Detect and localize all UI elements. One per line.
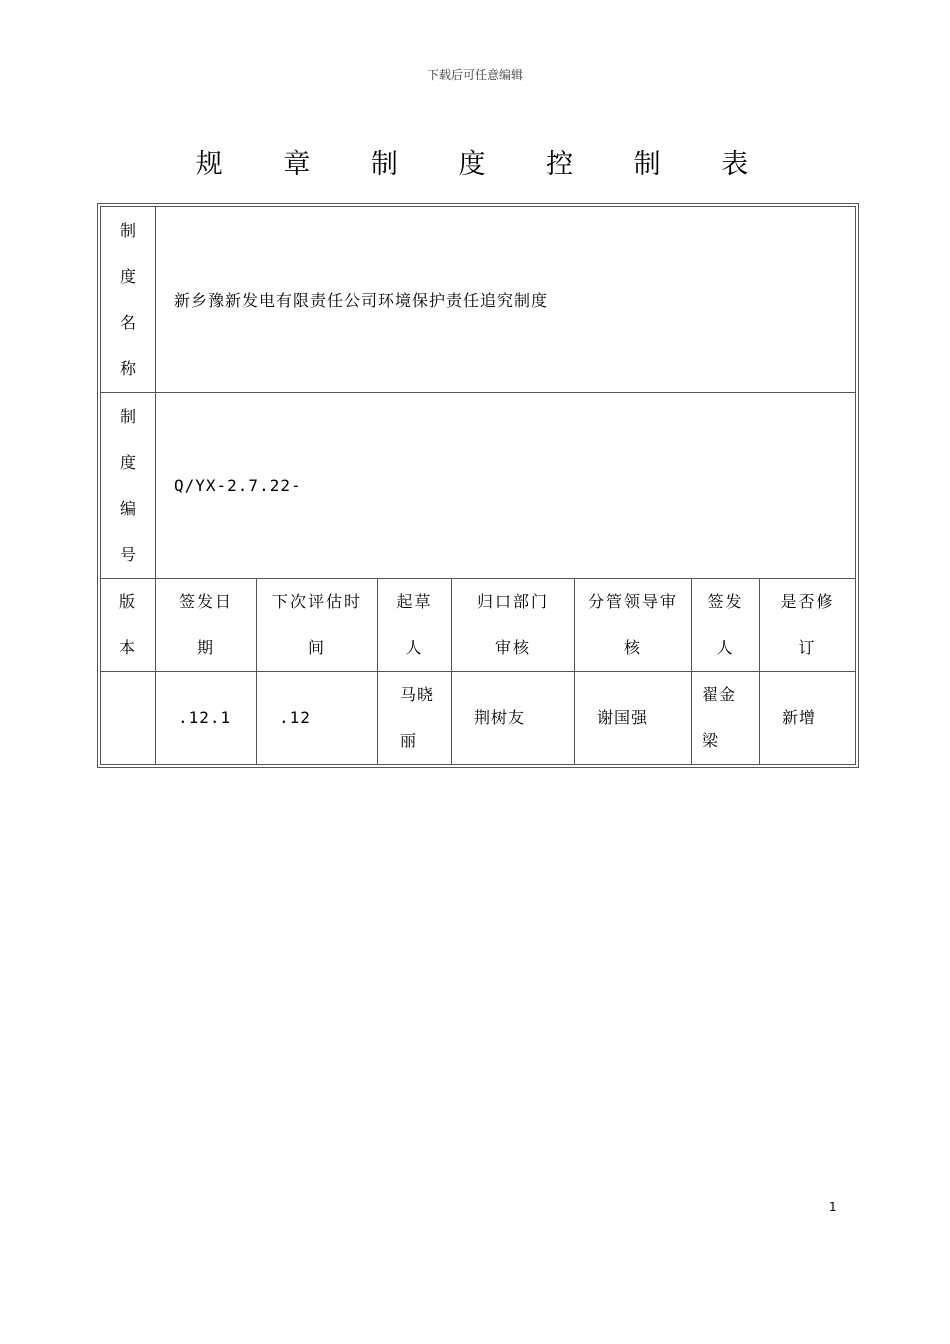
- regulation-number: Q/YX-2.7.22-: [156, 393, 856, 579]
- col-header-next-review: 下次评估时 间: [257, 579, 378, 672]
- table-row: [101, 672, 856, 765]
- col-header-version: 版 本: [101, 579, 156, 672]
- col-header-drafter: 起草 人: [378, 579, 452, 672]
- col-header-issue-date: 签发日 期: [156, 579, 257, 672]
- cell-version: [101, 672, 156, 765]
- number-row: [101, 393, 856, 579]
- col-header-revised: 是否修 订: [760, 579, 856, 672]
- col-header-issuer: 签发 人: [692, 579, 760, 672]
- cell-leader-review: 谢国强: [575, 672, 692, 765]
- regulation-name: 新乡豫新发电有限责任公司环境保护责任追究制度: [156, 207, 856, 393]
- cell-next-review: .12: [257, 672, 378, 765]
- name-row: [101, 207, 856, 393]
- col-header-dept-review: 归口部门 审核: [452, 579, 575, 672]
- control-table: [100, 206, 856, 765]
- cell-revised: 新增: [760, 672, 856, 765]
- cell-drafter: 马晓 丽: [378, 672, 452, 765]
- name-label: 制 度 名 称: [101, 207, 156, 393]
- cell-issuer: 翟金 梁: [692, 672, 760, 765]
- cell-issue-date: .12.1: [156, 672, 257, 765]
- col-header-leader-review: 分管领导审 核: [575, 579, 692, 672]
- header-row: [101, 579, 856, 672]
- page-number: 1: [829, 1200, 837, 1214]
- number-label: 制 度 编 号: [101, 393, 156, 579]
- header-note: 下载后可任意编辑: [426, 68, 523, 82]
- cell-dept-review: 荆树友: [452, 672, 575, 765]
- page-title: 规 章 制 度 控 制 表: [195, 149, 775, 180]
